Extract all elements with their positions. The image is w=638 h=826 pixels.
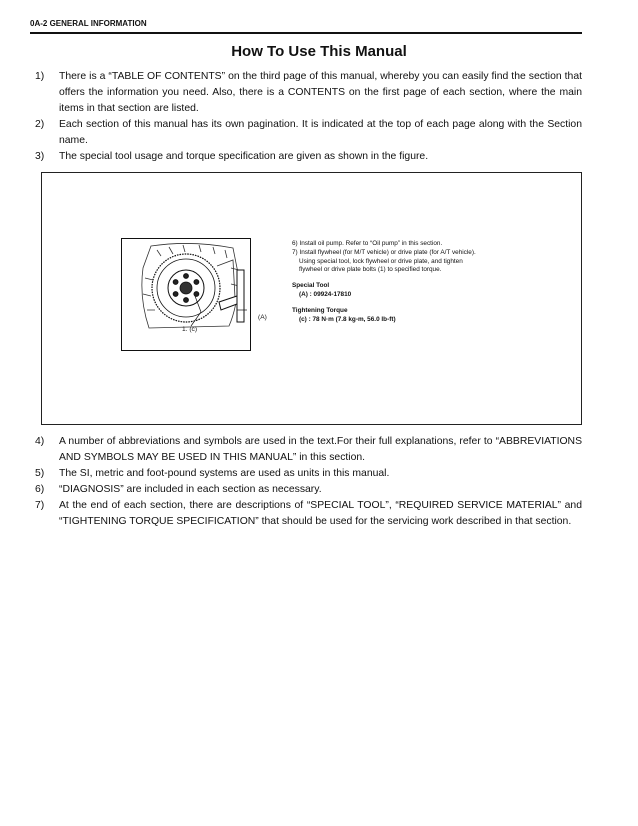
list-item-number: 5): [35, 468, 45, 479]
list-item-number: 1): [35, 71, 45, 82]
flywheel-illustration: [121, 238, 251, 351]
list-item-number: 2): [35, 119, 45, 130]
list-item-text: There is a “TABLE OF CONTENTS” on the third page of this manual, whereby you can easily find the section that offers the information you need. Also, there is a CONTENTS on the first page of each section, where the main items in that section are listed.: [59, 71, 582, 114]
example-figure-box: [41, 172, 582, 425]
callout-part-label: 1. (c): [182, 326, 198, 333]
special-tool-label: Special Tool: [292, 282, 330, 290]
list-item-text: A number of abbreviations and symbols are used in the text.For their full explanations, refer to “ABBREVIATIONS AND SYMBOLS MAY BE USED IN THIS MANUAL” in this section.: [59, 436, 582, 463]
note-step-6: 6) Install oil pump. Refer to “Oil pump” in this section.: [292, 240, 443, 247]
page-title: How To Use This Manual: [231, 43, 407, 60]
instruction-list-top: [29, 69, 582, 165]
section-header-label: 0A-2 GENERAL INFORMATION: [30, 19, 147, 28]
list-item-number: 6): [35, 484, 45, 495]
list-item-3: [29, 149, 582, 165]
list-item-number: 3): [35, 151, 45, 162]
list-item-7: [29, 498, 582, 530]
header-rule: [30, 32, 582, 34]
callout-tool-label: (A): [258, 314, 267, 321]
list-item-6: [29, 482, 582, 498]
list-item-2: [29, 117, 582, 149]
list-item-text: Each section of this manual has its own pagination. It is indicated at the top of each page along with the Section name.: [59, 119, 582, 146]
list-item-number: 7): [35, 500, 45, 511]
figure-notes: [292, 240, 572, 324]
list-item-4: [29, 434, 582, 466]
torque-value: (c) : 78 N·m (7.8 kg-m, 56.0 lb-ft): [299, 315, 396, 323]
special-tool-value: (A) : 09924-17810: [299, 290, 352, 298]
list-item-number: 4): [35, 436, 45, 447]
note-step-7-cont: flywheel or drive plate bolts (1) to specified torque.: [299, 266, 442, 274]
note-step-7: 7) Install flywheel (for M/T vehicle) or drive plate (for A/T vehicle).: [292, 248, 476, 256]
list-item-text: The special tool usage and torque specification are given as shown in the figure.: [59, 151, 429, 162]
instruction-list-bottom: [29, 434, 582, 530]
note-step-7-cont: Using special tool, lock flywheel or drive plate, and tighten: [299, 257, 463, 265]
list-item-text: “DIAGNOSIS” are included in each section as necessary.: [59, 484, 322, 495]
list-item-1: [29, 69, 582, 117]
list-item-text: The SI, metric and foot-pound systems are used as units in this manual.: [59, 468, 390, 479]
list-item-text: At the end of each section, there are descriptions of “SPECIAL TOOL”, “REQUIRED SERVICE MATERIAL” and “TIGHTENING TORQUE SPECIFICATION” that should be used for the servicing work described in that section.: [59, 500, 582, 527]
list-item-5: [29, 466, 582, 482]
torque-label: Tightening Torque: [292, 306, 348, 314]
